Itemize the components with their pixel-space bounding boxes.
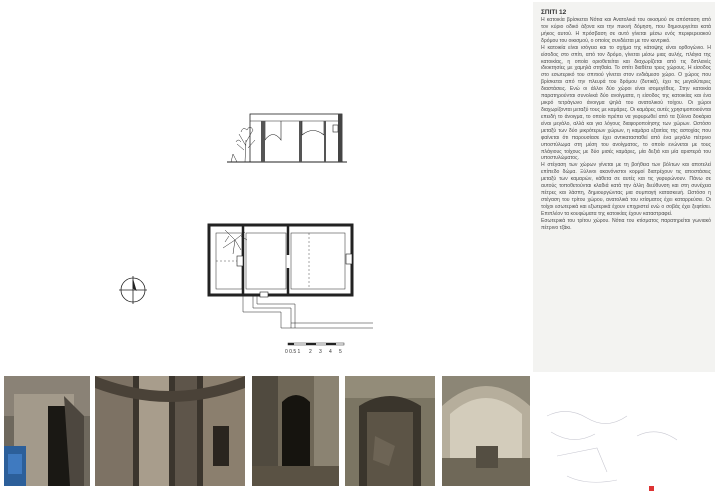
house-description: Η κατοικία βρίσκεται Νότια και Ανατολικά του οικισμού σε απόσταση από τον κύριο οδικό άξονα και την πυκνή δόμηση, που δημιουργείται κατά μήκος αυτού. Η πρόσβαση σε αυτό γίνεται μέσω ενός περιφερειακού δρόμου του οικισμού, ο οποίος συνδέεται με τον κεντρικό. Η κατοικία είναι ισόγεια και το σχήμα της κάτοψης είναι ορθογώνιο. Η είσοδος στο σπίτι, από τον δρόμο, γίνεται μέσω μιας αυλής, πλάγια της κατοικίας, η οποία οριοθετείται και διαχωρίζεται από τις διπλανές ιδιοκτησίες με χαμηλά στηθαία. Το σπίτι διαθέτει τρεις χώρους. Η είσοδος στο εσωτερικό του σπιτιού γίνεται στον ενδιάμεσο χώρο. Ο χώρος που βρίσκεται από την πλευρά του δρόμου (δυτικά), έχει τις μεγαλύτερες διαστάσεις. Ενώ οι άλλοι δύο χώροι είναι ισομεγέθεις. Στην κατοικία παρατηρούνται συνολικά δύο ανοίγματα, η είσοδος της κατοικίας και ένα μικρό τετράγωνο άνοιγμα ψηλά του ανατολικού τοίχου. Οι χώροι διαχωρίζονται μεταξύ τους με καμάρες. Οι καμάρες αυτές χρησιμοποιούνται επειδή το άνοιγμα, το οποίο πρέπει να γεφυρωθεί από τα ξύλινα δοκάρια είναι μεγάλο, αλλά και για λόγους διαφοροποίησης των χώρων. Ωστόσο μεταξύ των δύο μικρότερων χώρων, η καμάρα εξαιτίας της αστοχίας που φαίνεται ότι παρουσίασε έχει αντικατασταθεί από ένα μεγάλο πέτρινο υποστύλωμα στη μέση του ανοίγματος, το οποίο ενώνεται με τους πλάγιους τοίχους με δύο μισές καμάρες, μία δεξιά και μία αριστερά του υποστυλώματος. Η στέγαση των χώρων γίνεται με τη βοήθεια των βόλτων και αποτελεί επίπεδο δώμα. Ξύλινοι ακανόνιστοι κορμοί διατρέχουν τις αποστάσεις μεταξύ των καμαρών, κάθετα σε αυτές και τις γεφυρώνουν. Πάνω σε αυτούς τοποθετούνται κλαδιά κατά την άλλη διεύθυνση και στη συνέχεια πέτρες και λάσπη, δημιουργώντας μια συμπαγή κατασκευή. Ωστόσο η στέγαση του τρίτου χώρου, ανατολικά του κτίσματος έχει καταρρεύσει. Οι τοίχοι εσωτερικά και εξωτερικά έχουν επιχριστεί ενώ ο σοβάς έχει ξεφτίσει. Επιπλέον τα κουφώματα της κατοικίας έχουν καταστραφεί. Εσωτερικά του τρίτου χώρου. Νότια του κτίσματος παρατηρείται γωνιακό πέτρινο τζάκι.: [541, 17, 711, 231]
step-detail: [260, 292, 268, 297]
page-marker: [649, 486, 654, 491]
wall-east-section: [338, 114, 342, 162]
courtyard-boundary: [243, 295, 281, 328]
wall-mid-section: [299, 121, 302, 162]
photo-collapsed-room: [345, 376, 435, 486]
scale-label-0: 0 0.5 1: [285, 349, 301, 355]
photo-interior-door: [252, 376, 339, 486]
house-title: ΣΠΙΤΙ 12: [541, 9, 567, 16]
window-section: [333, 125, 338, 132]
door-opening: [237, 256, 243, 266]
scale-label-4: 4: [329, 349, 332, 355]
north-arrow: [119, 276, 147, 304]
photo-exterior-doorway: [4, 376, 90, 486]
window-opening: [346, 254, 352, 264]
pillar-section: [324, 121, 326, 162]
tree-sketch: [236, 127, 255, 162]
architectural-drawings: [95, 80, 475, 370]
pencil-sketch: [537, 376, 715, 500]
courtyard-boundary-2: [253, 295, 291, 328]
arch-right: [302, 121, 324, 135]
scale-bar: [285, 343, 344, 355]
shrub-sketch: [231, 154, 237, 162]
wall-west-section: [261, 121, 265, 162]
scale-label-5: 5: [339, 349, 342, 355]
scale-label-3: 3: [319, 349, 322, 355]
courtyard-boundary-3: [257, 295, 295, 328]
floor-plan: [209, 225, 373, 328]
room-middle: [246, 233, 286, 289]
photo-vaulted-ceiling: [442, 376, 530, 486]
section-drawing: [227, 114, 347, 162]
room-east: [291, 233, 345, 289]
photo-interior-arches: [95, 376, 245, 486]
arch-left: [265, 121, 281, 140]
scale-label-2: 2: [309, 349, 312, 355]
